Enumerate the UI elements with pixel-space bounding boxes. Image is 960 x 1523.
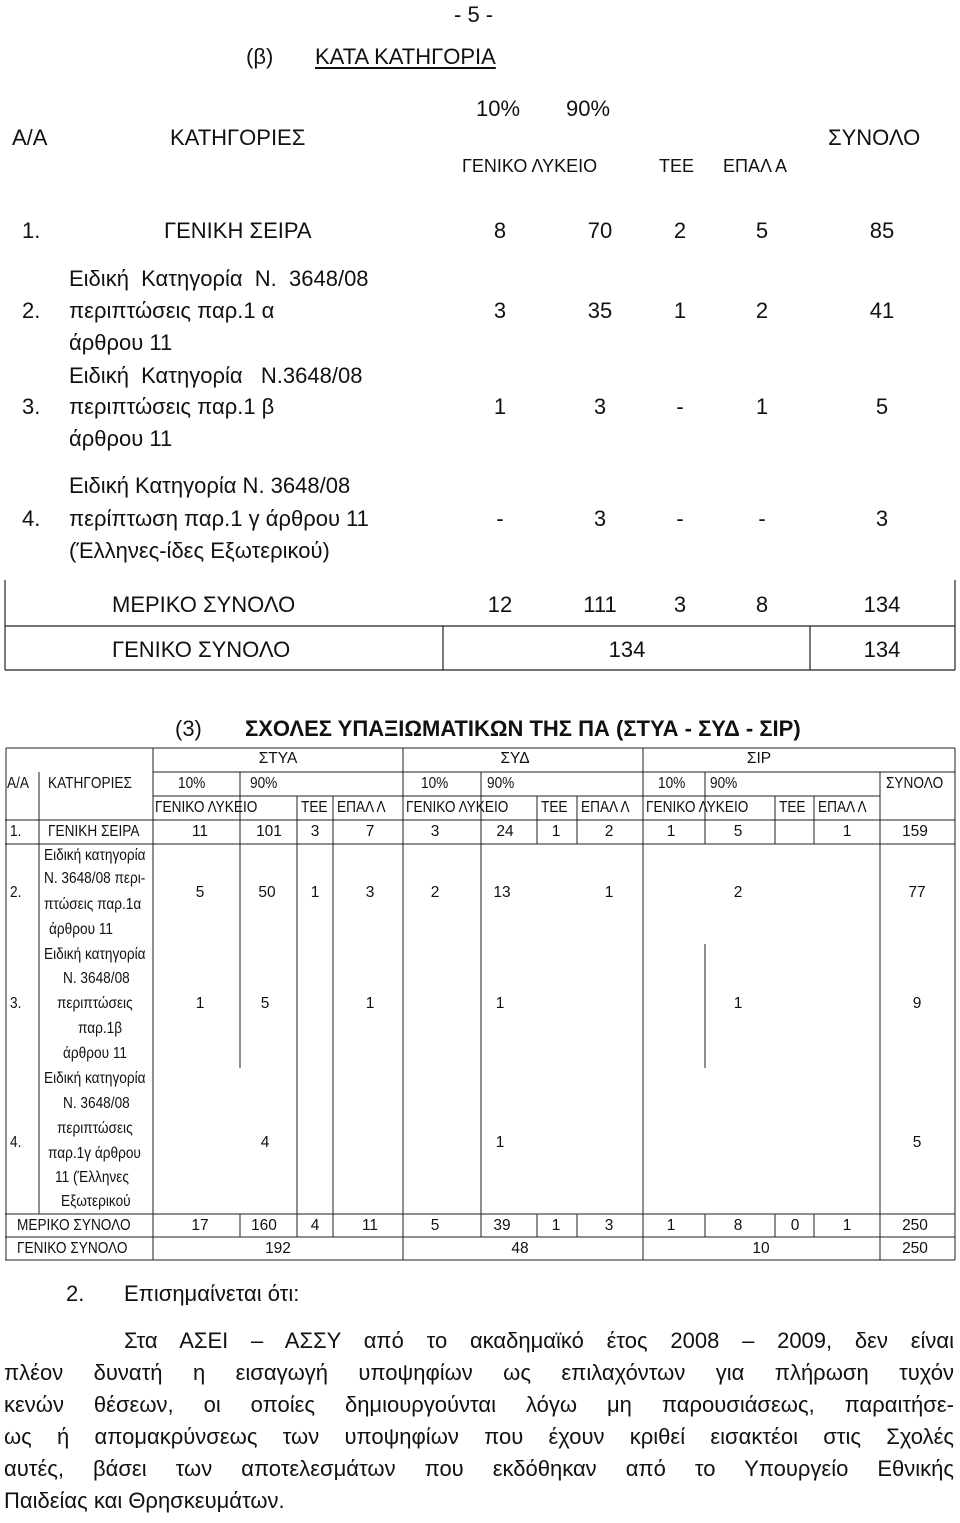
t1-cell: 70	[587, 218, 613, 243]
t2-cell: 1	[604, 884, 614, 901]
t1-cell: 2	[673, 218, 687, 243]
t2-header-10pct: 10%	[178, 775, 206, 792]
t2-row-category-line: Εξωτερικού	[61, 1193, 131, 1210]
t2-header-categories: ΚΑΤΗΓΟΡΙΕΣ	[48, 775, 132, 792]
t2-sub-geniko-lykeio: ΓΕΝΙΚΟ ΛΥΚΕΙΟ	[646, 799, 749, 816]
t2-school-syd: ΣΥΔ	[500, 750, 530, 767]
t1-cell: 3	[673, 592, 687, 617]
t1-row-category-line: Ειδική Κατηγορία Ν. 3648/08	[69, 266, 369, 291]
t2-row-category-line: παρ.1γ άρθρου	[48, 1145, 141, 1162]
t2-cell: 1	[195, 995, 205, 1012]
t1-row-category-line: περιπτώσεις παρ.1 α	[69, 298, 275, 323]
t2-cell: 160	[251, 1217, 277, 1234]
paragraph-line: αυτές, βάσει των αποτελεσμάτων που εκδόθηκαν από το Υπουργείο Εθνικής	[4, 1456, 954, 1481]
t1-row-category-line: Ειδική Κατηγορία Ν. 3648/08	[69, 473, 351, 498]
t1-header-10pct: 10%	[476, 96, 521, 121]
t2-sub-geniko-lykeio: ΓΕΝΙΚΟ ΛΥΚΕΙΟ	[155, 799, 258, 816]
t1-cell: 111	[583, 592, 617, 617]
t1-cell: 134	[863, 592, 901, 617]
paragraph-line: πλέον δυνατή η εισαγωγή υποψηφίων ως επιλαχόντων για πλήρωση τυχόν	[4, 1360, 954, 1385]
point2-number: 2.	[66, 1281, 85, 1306]
t2-cell: 48	[511, 1240, 529, 1257]
t1-cell: 1	[673, 298, 687, 323]
t2-cell: 1	[666, 823, 676, 840]
t1-cell: 41	[869, 298, 895, 323]
t2-cell: 3	[365, 884, 375, 901]
t2-row-category-line: Ν. 3648/08	[63, 970, 130, 987]
t2-cell: 101	[256, 823, 282, 840]
t2-cell: 9	[912, 995, 922, 1012]
t2-row-category-line: περιπτώσεις	[57, 1120, 133, 1137]
t2-partial-total-label: ΜΕΡΙΚΟ ΣΥΝΟΛΟ	[17, 1217, 131, 1234]
t2-cell: 17	[191, 1217, 209, 1234]
t2-row-category-line: άρθρου 11	[63, 1045, 127, 1062]
t2-cell: 5	[260, 995, 270, 1012]
t2-grand-total-label: ΓΕΝΙΚΟ ΣΥΝΟΛΟ	[17, 1240, 128, 1257]
t2-sub-geniko-lykeio: ΓΕΝΙΚΟ ΛΥΚΕΙΟ	[406, 799, 509, 816]
t2-cell: 5	[733, 823, 743, 840]
t2-cell: 2	[604, 823, 614, 840]
t2-cell: 7	[365, 823, 375, 840]
t2-cell: 1	[666, 1217, 676, 1234]
t2-row-num: 3.	[10, 995, 22, 1012]
t1-cell: 5	[755, 218, 769, 243]
t2-row-category-line: παρ.1β	[78, 1020, 123, 1037]
t1-header-aa: Α/Α	[12, 125, 48, 150]
t1-header-geniko-lykeio: ΓΕΝΙΚΟ ΛΥΚΕΙΟ	[462, 156, 598, 176]
t1-cell: 3	[593, 394, 607, 419]
section-marker: (β)	[246, 44, 274, 69]
t2-cell: 1	[842, 1217, 852, 1234]
t2-cell: 11	[191, 823, 209, 840]
t2-header-total: ΣΥΝΟΛΟ	[886, 775, 944, 792]
t2-cell: 50	[258, 884, 276, 901]
section3-title: ΣΧΟΛΕΣ ΥΠΑΞΙΩΜΑΤΙΚΩΝ ΤΗΣ ΠΑ (ΣΤΥΑ - ΣΥΔ - ΣΙΡ)	[245, 716, 801, 741]
t2-sub-tee: ΤΕΕ	[301, 799, 328, 816]
t2-cell: 5	[912, 1134, 922, 1151]
t1-row-category: ΓΕΝΙΚΗ ΣΕΙΡΑ	[164, 218, 312, 243]
t1-row-category-line: (Έλληνες-ίδες Εξωτερικού)	[69, 538, 330, 563]
paragraph-line: Παιδείας και Θρησκευμάτων.	[4, 1488, 285, 1513]
t1-cell: 3	[593, 506, 607, 531]
t2-cell: 3	[604, 1217, 614, 1234]
t1-grand-total-value: 134	[608, 637, 646, 662]
t1-header-tee: ΤΕΕ	[659, 156, 695, 176]
t1-row-category-line: άρθρου 11	[69, 426, 173, 451]
t2-sub-epal: ΕΠΑΛ Λ	[337, 799, 386, 816]
t1-cell: 3	[493, 298, 507, 323]
t2-cell: 1	[495, 1134, 505, 1151]
t2-cell: 250	[902, 1217, 928, 1234]
t1-cell: 2	[755, 298, 769, 323]
t2-row-category-line: πτώσεις παρ.1α	[44, 896, 142, 913]
t2-header-10pct: 10%	[658, 775, 686, 792]
t2-cell: 77	[908, 884, 926, 901]
paragraph-line: ως ή απομακρύνσεως των υποψηφίων που έχουν κριθεί εισακτέοι στις Σχολές	[4, 1424, 954, 1449]
t1-cell: -	[496, 506, 504, 531]
t1-cell: 5	[875, 394, 889, 419]
t2-cell: 24	[496, 823, 514, 840]
t2-sub-epal: ΕΠΑΛ Λ	[581, 799, 630, 816]
t1-grand-total-total: 134	[863, 637, 901, 662]
t2-row-category-line: περιπτώσεις	[57, 995, 133, 1012]
t2-row-category-line: Ν. 3648/08	[63, 1095, 130, 1112]
t2-sub-tee: ΤΕΕ	[541, 799, 568, 816]
t1-row-category-line: περίπτωση παρ.1 γ άρθρου 11	[69, 506, 369, 531]
t1-cell: 8	[493, 218, 507, 243]
t1-cell: -	[676, 394, 684, 419]
t1-row-num: 4.	[22, 506, 41, 531]
t2-header-90pct: 90%	[710, 775, 738, 792]
t2-cell: 3	[310, 823, 320, 840]
t2-cell: 8	[733, 1217, 743, 1234]
t1-cell: 3	[875, 506, 889, 531]
paragraph-line: κενών θέσεων, οι οποίες δημιουργούνται λόγω μη παρουσιάσεως, παραιτήσε-	[4, 1392, 954, 1417]
point2-title: Επισημαίνεται ότι:	[124, 1281, 300, 1306]
t2-cell: 250	[902, 1240, 928, 1257]
t1-cell: -	[758, 506, 766, 531]
t1-cell: 8	[755, 592, 769, 617]
t1-partial-total-label: ΜΕΡΙΚΟ ΣΥΝΟΛΟ	[112, 592, 296, 617]
t2-row-num: 1.	[10, 823, 22, 840]
t1-cell: 85	[869, 218, 895, 243]
t1-cell: 1	[755, 394, 769, 419]
t2-cell: 13	[493, 884, 511, 901]
t1-row-num: 3.	[22, 394, 41, 419]
t2-header-90pct: 90%	[487, 775, 515, 792]
section-title: ΚΑΤΑ ΚΑΤΗΓΟΡΙΑ	[315, 44, 496, 69]
t2-cell: 1	[551, 1217, 561, 1234]
t2-cell: 1	[365, 995, 375, 1012]
t1-cell: 1	[493, 394, 507, 419]
t1-header-90pct: 90%	[566, 96, 611, 121]
t2-cell: 5	[195, 884, 205, 901]
t1-cell: 12	[487, 592, 513, 617]
t1-header-total: ΣΥΝΟΛΟ	[828, 125, 921, 150]
t2-row-category-line: Ειδική κατηγορία	[44, 1070, 146, 1087]
t1-cell: 35	[587, 298, 613, 323]
t1-cell: -	[676, 506, 684, 531]
t2-cell: 39	[493, 1217, 511, 1234]
t1-grand-total-label: ΓΕΝΙΚΟ ΣΥΝΟΛΟ	[112, 637, 291, 662]
t2-cell: 159	[902, 823, 928, 840]
t2-cell: 5	[430, 1217, 440, 1234]
t1-header-categories: ΚΑΤΗΓΟΡΙΕΣ	[170, 125, 306, 150]
section3-marker: (3)	[175, 716, 202, 741]
t2-cell: 4	[310, 1217, 320, 1234]
t2-header-aa: Α/Α	[7, 775, 29, 792]
t1-header-epal: ΕΠΑΛ Α	[723, 156, 788, 176]
t2-cell: 1	[495, 995, 505, 1012]
t2-cell: 11	[361, 1217, 379, 1234]
t2-cell: 0	[790, 1217, 800, 1234]
t1-row-category-line: περιπτώσεις παρ.1 β	[69, 394, 275, 419]
paragraph-line: Στα ΑΣΕΙ – ΑΣΣΥ από το ακαδημαϊκό έτος 2008 – 2009, δεν είναι	[124, 1328, 954, 1353]
t2-header-10pct: 10%	[421, 775, 449, 792]
t1-row-num: 1.	[22, 218, 41, 243]
t2-cell: 3	[430, 823, 440, 840]
t2-cell: 10	[752, 1240, 770, 1257]
t2-cell: 1	[310, 884, 320, 901]
t2-cell: 4	[260, 1134, 270, 1151]
t2-cell: 1	[551, 823, 561, 840]
t2-cell: 192	[265, 1240, 291, 1257]
t2-row-num: 2.	[10, 884, 22, 901]
t2-cell: 1	[842, 823, 852, 840]
page-number: - 5 -	[454, 2, 494, 27]
t2-cell: 2	[733, 884, 743, 901]
t2-row-category-line: Ν. 3648/08 περι-	[44, 870, 146, 887]
t2-cell: 2	[430, 884, 440, 901]
t2-row-category-line: Ειδική κατηγορία	[44, 847, 146, 864]
t1-row-category-line: Ειδική Κατηγορία Ν.3648/08	[69, 363, 363, 388]
t2-school-sir: ΣΙΡ	[746, 750, 772, 767]
t1-row-category-line: άρθρου 11	[69, 330, 173, 355]
t1-row-num: 2.	[22, 298, 41, 323]
t2-school-stya: ΣΤΥΑ	[258, 750, 298, 767]
t2-header-90pct: 90%	[250, 775, 278, 792]
t2-row-category-line: Ειδική κατηγορία	[44, 946, 146, 963]
t2-row-category: ΓΕΝΙΚΗ ΣΕΙΡΑ	[48, 823, 140, 840]
t2-cell: 1	[733, 995, 743, 1012]
t2-sub-epal: ΕΠΑΛ Λ	[818, 799, 867, 816]
t2-row-num: 4.	[10, 1134, 22, 1151]
t2-sub-tee: ΤΕΕ	[779, 799, 806, 816]
t2-row-category-line: άρθρου 11	[49, 921, 113, 938]
t2-row-category-line: 11 (Έλληνες	[55, 1169, 129, 1186]
